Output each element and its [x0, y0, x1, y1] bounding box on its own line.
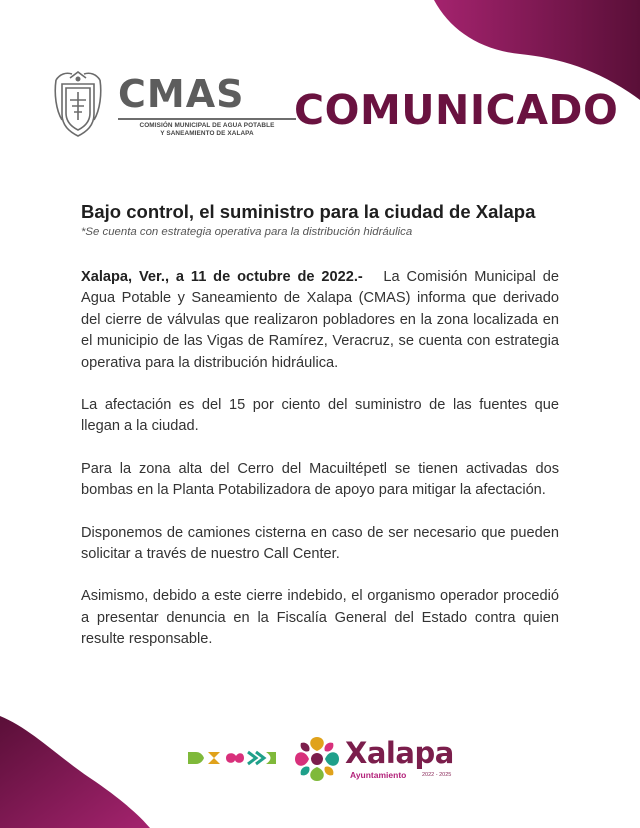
government-period: 2022 - 2025 — [422, 772, 452, 778]
org-full-name — [118, 122, 296, 138]
banner-title: COMUNICADO — [294, 86, 619, 134]
article — [81, 201, 559, 651]
paragraph-1 — [81, 267, 559, 374]
decorative-pattern-icon — [186, 748, 278, 768]
headline: Bajo control, el suministro para la ciudad de Xalapa — [81, 201, 536, 222]
paragraph-2: La afectación es del 15 por ciento del suministro de las fuentes que llegan a la ciudad. — [81, 397, 559, 435]
paragraph-1-text: La Comisión Municipal de Agua Potable y Saneamiento de Xalapa (CMAS) informa que derivado del cierre de válvulas que realizaron pobladores en la zona localizada en el municipio de las Vigas de Ramírez, Veracruz, se cuenta con estrategia operativa para la distribución hidráulica. — [81, 269, 559, 371]
paragraph-5: Asimismo, debido a este cierre indebido, el organismo operador procedió a presentar denuncia en la Fiscalía General del Estado contra quien resulte responsable. — [81, 588, 559, 648]
municipal-seal-icon — [52, 70, 104, 138]
org-full-name-line1: COMISIÓN MUNICIPAL DE AGUA POTABLE — [139, 122, 275, 129]
city-name: Xalapa — [345, 736, 454, 770]
paragraph-4: Disponemos de camiones cisterna en caso de ser necesario que pueden solicitar a través de nuestro Call Center. — [81, 524, 559, 563]
subheadline: *Se cuenta con estrategia operativa para la distribución hidráulica — [81, 226, 413, 238]
xalapa-flower-logo-icon — [291, 733, 343, 785]
dateline: Xalapa, Ver., a 11 de octubre de 2022.- — [81, 269, 363, 285]
paragraph-3: Para la zona alta del Cerro del Macuiltépetl se tienen activadas dos bombas en la Planta Potabilizadora de apoyo para mitigar la afectación. — [81, 460, 559, 499]
header — [52, 70, 619, 142]
org-abbreviation: CMAS — [118, 72, 245, 116]
org-divider — [118, 118, 296, 120]
org-full-name-line2: Y SANEAMIENTO DE XALAPA — [160, 130, 254, 137]
government-label: Ayuntamiento — [350, 770, 407, 780]
